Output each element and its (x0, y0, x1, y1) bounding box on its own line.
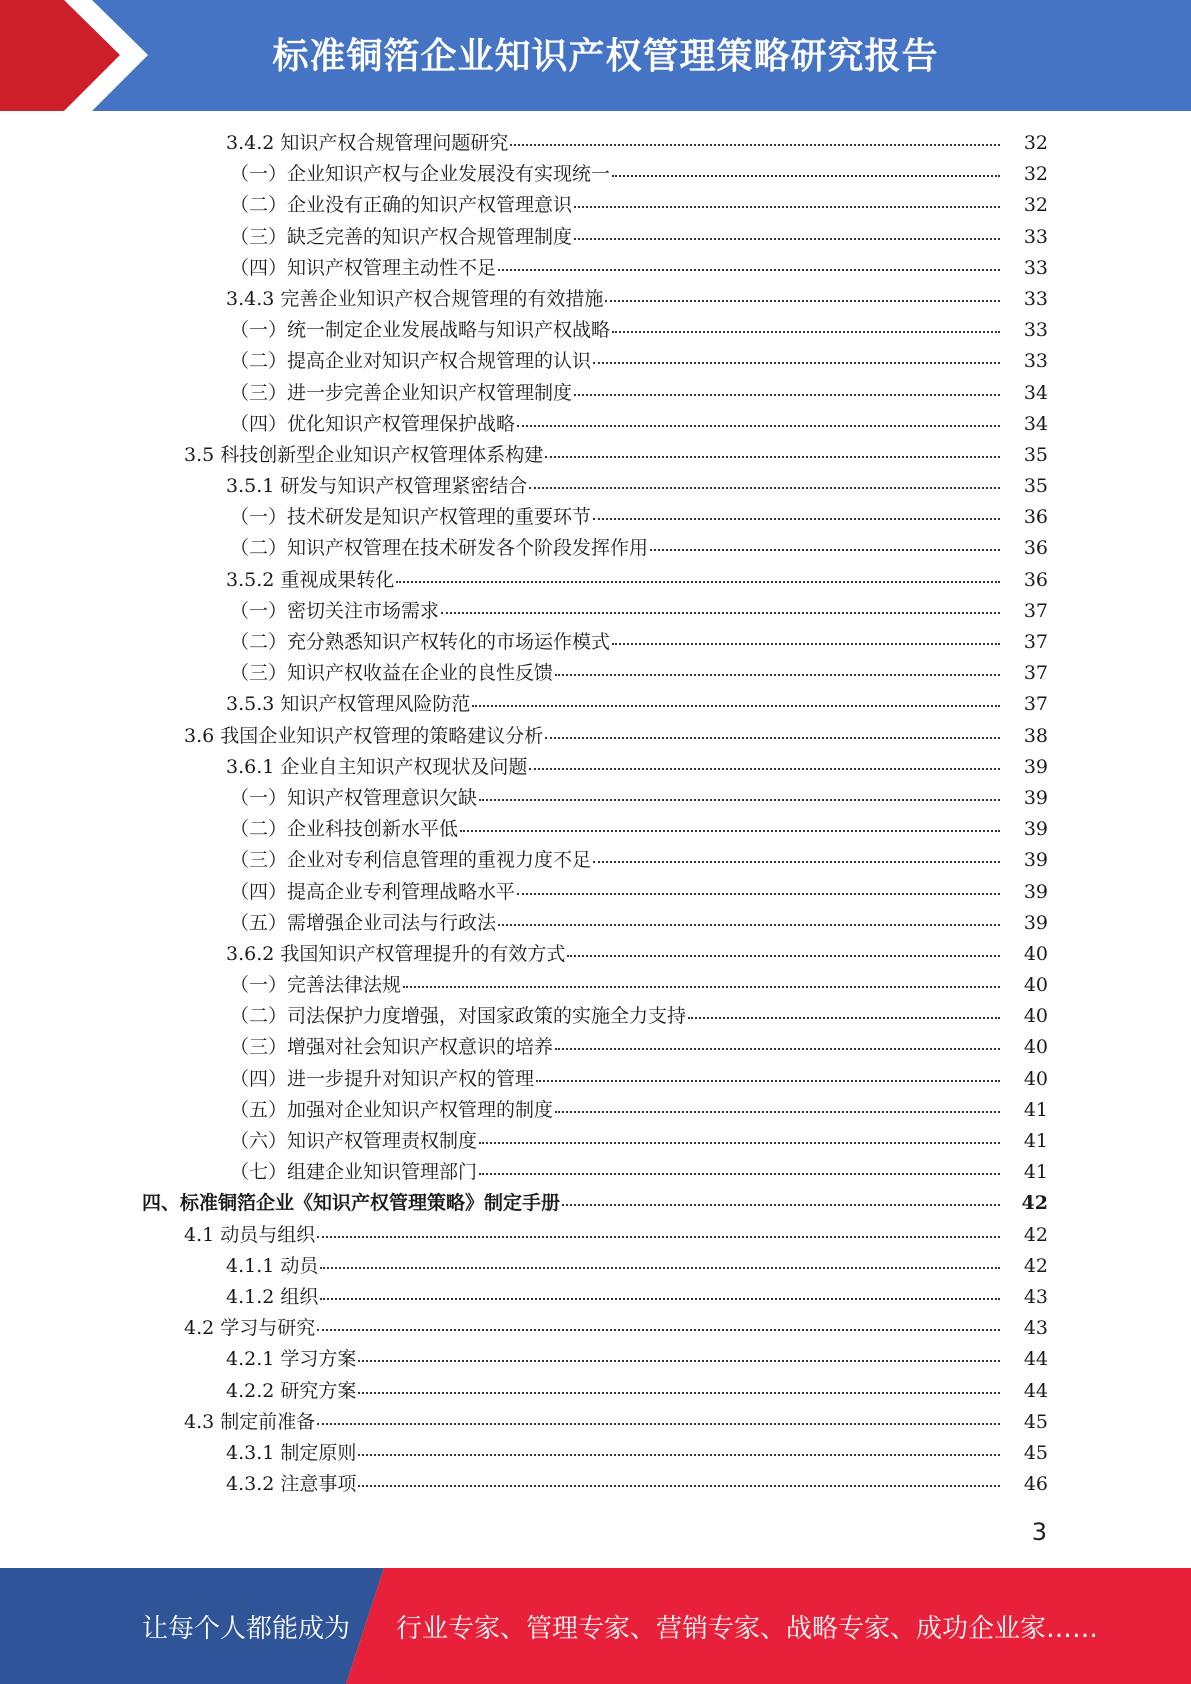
toc-entry-page: 33 (1023, 256, 1048, 279)
toc-entry[interactable] (0, 939, 1191, 970)
toc-entry-title: 4.2.1 学习方案 (226, 1348, 357, 1371)
toc-entry[interactable] (0, 1438, 1191, 1469)
toc-entry-title: 4.1 动员与组织 (184, 1223, 316, 1246)
toc-entry[interactable] (0, 1126, 1191, 1157)
toc-entry-page: 34 (1023, 381, 1048, 404)
toc-entry-page: 43 (1023, 1317, 1048, 1340)
toc-entry-page: 36 (1023, 506, 1048, 529)
toc-dot-leader (479, 1165, 1000, 1175)
toc-dot-leader (441, 604, 1000, 614)
toc-entry[interactable] (0, 814, 1191, 845)
toc-entry-page: 39 (1023, 911, 1048, 934)
toc-dot-leader (320, 1290, 1000, 1300)
toc-entry[interactable] (0, 378, 1191, 409)
toc-entry-page: 46 (1023, 1473, 1048, 1496)
toc-entry-title: （四）优化知识产权管理保护战略 (230, 412, 516, 435)
toc-entry-page: 37 (1023, 662, 1048, 685)
toc-dot-leader (510, 136, 1000, 146)
toc-dot-leader (605, 292, 1000, 302)
toc-dot-leader (612, 323, 1000, 333)
page-footer (0, 1568, 1191, 1684)
toc-entry-page: 33 (1023, 350, 1048, 373)
toc-entry-title: （四）知识产权管理主动性不足 (230, 256, 497, 279)
toc-entry-title: 四、标准铜箔企业《知识产权管理策略》制定手册 (142, 1192, 561, 1215)
toc-entry[interactable] (0, 159, 1191, 190)
toc-entry-title: 4.2 学习与研究 (184, 1317, 316, 1340)
toc-entry-title: （三）缺乏完善的知识产权合规管理制度 (230, 225, 573, 248)
toc-entry[interactable] (0, 471, 1191, 502)
toc-dot-leader (593, 354, 1000, 364)
toc-entry-title: 4.3.1 制定原则 (226, 1441, 357, 1464)
toc-entry[interactable] (0, 284, 1191, 315)
toc-entry-title: 3.5.2 重视成果转化 (226, 568, 395, 591)
toc-dot-leader (403, 978, 1000, 988)
toc-entry[interactable] (0, 596, 1191, 627)
toc-entry[interactable] (0, 346, 1191, 377)
toc-entry[interactable] (0, 1188, 1191, 1219)
toc-entry[interactable] (0, 877, 1191, 908)
toc-entry-title: 3.5.1 研发与知识产权管理紧密结合 (226, 475, 528, 498)
toc-entry-title: （七）组建企业知识管理部门 (230, 1161, 478, 1184)
toc-entry-title: 3.4.2 知识产权合规管理问题研究 (226, 132, 509, 154)
toc-dot-leader (555, 1103, 1000, 1113)
toc-dot-leader (688, 1009, 1000, 1019)
toc-entry-page: 41 (1023, 1161, 1048, 1184)
toc-entry[interactable] (0, 1376, 1191, 1407)
toc-dot-leader (612, 167, 1000, 177)
toc-dot-leader (574, 198, 1000, 208)
toc-entry-page: 35 (1023, 443, 1048, 466)
footer-slogan-right: 行业专家、管理专家、营销专家、战略专家、成功企业家…… (396, 1614, 1099, 1644)
toc-entry[interactable] (0, 1001, 1191, 1032)
toc-entry[interactable] (0, 1220, 1191, 1251)
toc-entry-title: （二）提高企业对知识产权合规管理的认识 (230, 350, 592, 373)
toc-entry-title: （二）企业没有正确的知识产权管理意识 (230, 194, 573, 217)
toc-dot-leader (317, 1321, 1000, 1331)
toc-entry-title: 3.6.1 企业自主知识产权现状及问题 (226, 755, 528, 778)
toc-dot-leader (612, 635, 1000, 645)
toc-entry-page: 37 (1023, 599, 1048, 622)
toc-entry[interactable] (0, 533, 1191, 564)
toc-dot-leader (574, 386, 1000, 396)
toc-dot-leader (593, 510, 1000, 520)
toc-entry-page: 40 (1023, 942, 1048, 965)
toc-entry-page: 38 (1023, 724, 1048, 747)
toc-dot-leader (536, 1072, 1000, 1082)
toc-entry-title: （二）企业科技创新水平低 (230, 818, 459, 841)
toc-dot-leader (555, 1040, 1000, 1050)
toc-dot-leader (562, 1196, 1000, 1206)
toc-entry-title: （一）统一制定企业发展战略与知识产权战略 (230, 319, 611, 342)
toc-entry[interactable] (0, 253, 1191, 284)
toc-entry-title: 4.1.2 组织 (226, 1285, 319, 1308)
toc-dot-leader (498, 916, 1000, 926)
toc-entry-title: （二）知识产权管理在技术研发各个阶段发挥作用 (230, 537, 649, 560)
toc-dot-leader (317, 1415, 1000, 1425)
toc-entry-page: 45 (1023, 1410, 1048, 1433)
toc-entry-title: （三）企业对专利信息管理的重视力度不足 (230, 849, 592, 872)
toc-entry[interactable] (0, 752, 1191, 783)
toc-dot-leader (545, 448, 1000, 458)
toc-entry-title: 3.5 科技创新型企业知识产权管理体系构建 (184, 443, 544, 466)
document-title: 标准铜箔企业知识产权管理策略研究报告 (272, 36, 939, 77)
toc-entry-page: 34 (1023, 412, 1048, 435)
toc-entry-title: （一）密切关注市场需求 (230, 599, 440, 622)
toc-entry-title: （四）进一步提升对知识产权的管理 (230, 1067, 535, 1090)
toc-entry[interactable] (0, 440, 1191, 471)
toc-entry-page: 39 (1023, 818, 1048, 841)
toc-entry-title: 3.6.2 我国知识产权管理提升的有效方式 (226, 942, 566, 965)
toc-entry[interactable] (0, 565, 1191, 596)
table-of-contents (0, 128, 1191, 1500)
toc-entry[interactable] (0, 1157, 1191, 1188)
toc-entry[interactable] (0, 315, 1191, 346)
toc-entry-title: （五）加强对企业知识产权管理的制度 (230, 1098, 554, 1121)
toc-dot-leader (529, 760, 1000, 770)
toc-entry-page: 33 (1023, 319, 1048, 342)
toc-entry-title: 4.2.2 研究方案 (226, 1379, 357, 1402)
toc-entry-title: 4.1.1 动员 (226, 1254, 319, 1277)
toc-dot-leader (479, 1134, 1000, 1144)
toc-entry[interactable] (0, 689, 1191, 720)
toc-entry-page: 33 (1023, 225, 1048, 248)
toc-entry-page: 37 (1023, 631, 1048, 653)
toc-dot-leader (358, 1352, 1000, 1362)
toc-entry-title: 4.3 制定前准备 (184, 1410, 316, 1433)
toc-dot-leader (567, 947, 1000, 957)
toc-entry[interactable] (0, 721, 1191, 752)
toc-entry-page: 44 (1023, 1348, 1048, 1371)
toc-entry-page: 42 (1023, 1254, 1048, 1277)
toc-entry-page: 41 (1023, 1098, 1048, 1121)
toc-entry[interactable] (0, 1469, 1191, 1500)
toc-entry-page: 32 (1023, 132, 1048, 154)
toc-entry-page: 39 (1023, 755, 1048, 778)
toc-entry[interactable] (0, 1095, 1191, 1126)
toc-entry-title: （三）增强对社会知识产权意识的培养 (230, 1036, 554, 1059)
toc-entry[interactable] (0, 783, 1191, 814)
toc-entry[interactable] (0, 627, 1191, 658)
toc-entry-page: 40 (1023, 1036, 1048, 1059)
toc-entry-title: （三）进一步完善企业知识产权管理制度 (230, 381, 573, 404)
toc-entry-title: （三）知识产权收益在企业的良性反馈 (230, 662, 554, 685)
toc-entry-page: 36 (1023, 568, 1048, 591)
toc-dot-leader (555, 666, 1000, 676)
toc-entry[interactable] (0, 970, 1191, 1001)
toc-entry-title: （五）需增强企业司法与行政法 (230, 911, 497, 934)
toc-entry-page: 39 (1023, 849, 1048, 872)
toc-entry-page: 33 (1023, 287, 1048, 310)
toc-entry-page: 41 (1023, 1130, 1048, 1152)
toc-dot-leader (460, 822, 1000, 832)
toc-dot-leader (320, 1259, 1000, 1269)
toc-entry-page: 37 (1023, 693, 1048, 716)
toc-entry[interactable] (0, 1407, 1191, 1438)
footer-slogan-left: 让每个人都能成为 (142, 1614, 351, 1644)
page-number: 3 (1031, 1518, 1047, 1546)
toc-entry[interactable] (0, 222, 1191, 253)
toc-entry[interactable] (0, 1032, 1191, 1063)
toc-entry[interactable] (0, 845, 1191, 876)
toc-entry-title: 3.6 我国企业知识产权管理的策略建议分析 (184, 724, 544, 747)
toc-entry-title: 4.3.2 注意事项 (226, 1473, 357, 1496)
toc-entry-page: 43 (1023, 1285, 1048, 1308)
toc-entry-page: 35 (1023, 475, 1048, 498)
toc-entry[interactable] (0, 658, 1191, 689)
toc-entry[interactable] (0, 1313, 1191, 1344)
toc-dot-leader (358, 1446, 1000, 1456)
toc-entry-title: 3.5.3 知识产权管理风险防范 (226, 693, 471, 716)
toc-entry[interactable] (0, 908, 1191, 939)
toc-entry-page: 39 (1023, 880, 1048, 903)
toc-entry[interactable] (0, 1282, 1191, 1313)
toc-entry-page: 32 (1023, 194, 1048, 217)
toc-entry[interactable] (0, 128, 1191, 159)
toc-dot-leader (396, 573, 1000, 583)
toc-entry-title: （一）企业知识产权与企业发展没有实现统一 (230, 163, 611, 186)
toc-entry-page: 40 (1023, 1005, 1048, 1028)
toc-entry[interactable] (0, 1064, 1191, 1095)
toc-entry-title: （二）司法保护力度增强，对国家政策的实施全力支持 (230, 1005, 687, 1028)
toc-dot-leader (317, 1228, 1000, 1238)
toc-entry-page: 42 (1021, 1192, 1048, 1215)
toc-entry[interactable] (0, 190, 1191, 221)
toc-entry-title: （一）技术研发是知识产权管理的重要环节 (230, 506, 592, 529)
toc-dot-leader (479, 791, 1000, 801)
page-header (0, 0, 1191, 111)
toc-dot-leader (650, 541, 1000, 551)
toc-dot-leader (472, 697, 1000, 707)
toc-entry[interactable] (0, 502, 1191, 533)
toc-entry-page: 42 (1023, 1223, 1048, 1246)
toc-dot-leader (498, 261, 1000, 271)
toc-dot-leader (517, 417, 1000, 427)
toc-dot-leader (358, 1384, 1000, 1394)
toc-entry-page: 45 (1023, 1441, 1048, 1464)
toc-dot-leader (517, 885, 1000, 895)
toc-entry-page: 36 (1023, 537, 1048, 560)
toc-entry-page: 32 (1023, 163, 1048, 186)
toc-entry-title: （四）提高企业专利管理战略水平 (230, 880, 516, 903)
toc-entry-page: 40 (1023, 974, 1048, 997)
toc-entry-title: （一）知识产权管理意识欠缺 (230, 786, 478, 809)
toc-dot-leader (545, 729, 1000, 739)
toc-dot-leader (529, 479, 1000, 489)
toc-entry-title: （六）知识产权管理责权制度 (230, 1130, 478, 1152)
toc-dot-leader (574, 230, 1000, 240)
toc-dot-leader (593, 853, 1000, 863)
toc-entry-page: 40 (1023, 1067, 1048, 1090)
toc-entry-page: 39 (1023, 786, 1048, 809)
toc-entry[interactable] (0, 1344, 1191, 1375)
toc-entry-title: （二）充分熟悉知识产权转化的市场运作模式 (230, 631, 611, 653)
toc-entry-page: 44 (1023, 1379, 1048, 1402)
toc-entry-title: 3.4.3 完善企业知识产权合规管理的有效措施 (226, 287, 604, 310)
toc-entry-title: （一）完善法律法规 (230, 974, 402, 997)
toc-entry[interactable] (0, 409, 1191, 440)
toc-entry[interactable] (0, 1251, 1191, 1282)
toc-dot-leader (358, 1477, 1000, 1487)
